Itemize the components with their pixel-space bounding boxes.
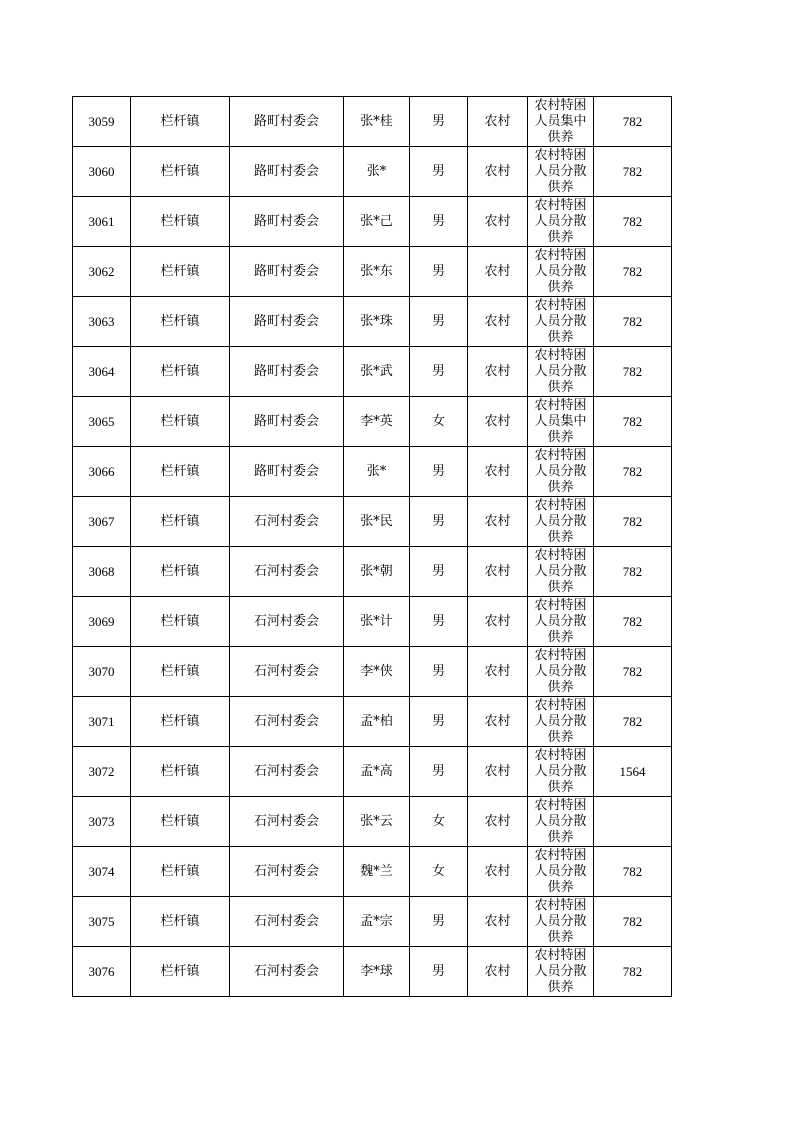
village-cell: 路町村委会 <box>230 397 344 447</box>
table-row <box>73 497 672 547</box>
category-cell <box>528 947 594 997</box>
table-row <box>73 747 672 797</box>
category-cell <box>528 697 594 747</box>
town-cell: 栏杆镇 <box>131 847 230 897</box>
category-text: 农村特困人员集中供养 <box>534 98 587 145</box>
table-row <box>73 297 672 347</box>
name-cell: 孟*柏 <box>344 697 410 747</box>
area-cell: 农村 <box>468 347 528 397</box>
village-cell: 石河村委会 <box>230 547 344 597</box>
name-cell: 张*珠 <box>344 297 410 347</box>
amount-cell: 782 <box>594 597 672 647</box>
town-cell: 栏杆镇 <box>131 197 230 247</box>
category-text: 农村特困人员集中供养 <box>534 398 587 445</box>
name-cell: 李*侠 <box>344 647 410 697</box>
amount-cell: 782 <box>594 497 672 547</box>
village-cell: 石河村委会 <box>230 947 344 997</box>
gender-cell: 男 <box>410 447 468 497</box>
table-row <box>73 397 672 447</box>
area-cell: 农村 <box>468 197 528 247</box>
area-cell: 农村 <box>468 897 528 947</box>
village-cell: 路町村委会 <box>230 447 344 497</box>
category-text: 农村特困人员分散供养 <box>534 548 587 595</box>
amount-cell: 782 <box>594 947 672 997</box>
category-cell <box>528 847 594 897</box>
table-row <box>73 547 672 597</box>
town-cell: 栏杆镇 <box>131 497 230 547</box>
town-cell: 栏杆镇 <box>131 297 230 347</box>
category-text: 农村特困人员分散供养 <box>534 698 587 745</box>
table-row <box>73 897 672 947</box>
id-cell: 3060 <box>73 147 131 197</box>
name-cell: 张*民 <box>344 497 410 547</box>
category-cell <box>528 897 594 947</box>
id-cell: 3062 <box>73 247 131 297</box>
category-cell <box>528 797 594 847</box>
gender-cell: 男 <box>410 497 468 547</box>
gender-cell: 男 <box>410 947 468 997</box>
id-cell: 3061 <box>73 197 131 247</box>
area-cell: 农村 <box>468 497 528 547</box>
name-cell: 张* <box>344 447 410 497</box>
village-cell: 石河村委会 <box>230 747 344 797</box>
gender-cell: 男 <box>410 147 468 197</box>
category-text: 农村特困人员分散供养 <box>534 848 587 895</box>
category-cell <box>528 347 594 397</box>
gender-cell: 男 <box>410 97 468 147</box>
category-cell <box>528 597 594 647</box>
village-cell: 石河村委会 <box>230 847 344 897</box>
table-row <box>73 947 672 997</box>
village-cell: 石河村委会 <box>230 697 344 747</box>
area-cell: 农村 <box>468 647 528 697</box>
area-cell: 农村 <box>468 847 528 897</box>
id-cell: 3076 <box>73 947 131 997</box>
gender-cell: 男 <box>410 297 468 347</box>
id-cell: 3070 <box>73 647 131 697</box>
gender-cell: 男 <box>410 647 468 697</box>
amount-cell: 782 <box>594 397 672 447</box>
town-cell: 栏杆镇 <box>131 447 230 497</box>
name-cell: 张* <box>344 147 410 197</box>
area-cell: 农村 <box>468 247 528 297</box>
town-cell: 栏杆镇 <box>131 697 230 747</box>
category-cell <box>528 147 594 197</box>
category-text: 农村特困人员分散供养 <box>534 648 587 695</box>
category-text: 农村特困人员分散供养 <box>534 598 587 645</box>
area-cell: 农村 <box>468 597 528 647</box>
id-cell: 3075 <box>73 897 131 947</box>
town-cell: 栏杆镇 <box>131 797 230 847</box>
gender-cell: 男 <box>410 697 468 747</box>
town-cell: 栏杆镇 <box>131 247 230 297</box>
area-cell: 农村 <box>468 697 528 747</box>
town-cell: 栏杆镇 <box>131 897 230 947</box>
id-cell: 3063 <box>73 297 131 347</box>
area-cell: 农村 <box>468 797 528 847</box>
village-cell: 石河村委会 <box>230 497 344 547</box>
village-cell: 石河村委会 <box>230 897 344 947</box>
category-cell <box>528 397 594 447</box>
village-cell: 路町村委会 <box>230 197 344 247</box>
id-cell: 3071 <box>73 697 131 747</box>
category-cell <box>528 647 594 697</box>
town-cell: 栏杆镇 <box>131 97 230 147</box>
village-cell: 路町村委会 <box>230 97 344 147</box>
gender-cell: 男 <box>410 897 468 947</box>
category-cell <box>528 247 594 297</box>
village-cell: 石河村委会 <box>230 597 344 647</box>
area-cell: 农村 <box>468 447 528 497</box>
name-cell: 张*朝 <box>344 547 410 597</box>
category-cell <box>528 497 594 547</box>
area-cell: 农村 <box>468 297 528 347</box>
village-cell: 石河村委会 <box>230 647 344 697</box>
table-row <box>73 347 672 397</box>
table-row <box>73 797 672 847</box>
name-cell: 孟*宗 <box>344 897 410 947</box>
amount-cell: 782 <box>594 447 672 497</box>
amount-cell: 1564 <box>594 747 672 797</box>
name-cell: 李*英 <box>344 397 410 447</box>
amount-cell <box>594 797 672 847</box>
id-cell: 3074 <box>73 847 131 897</box>
category-cell <box>528 447 594 497</box>
category-text: 农村特困人员分散供养 <box>534 448 587 495</box>
area-cell: 农村 <box>468 547 528 597</box>
id-cell: 3065 <box>73 397 131 447</box>
id-cell: 3073 <box>73 797 131 847</box>
gender-cell: 男 <box>410 197 468 247</box>
name-cell: 张*己 <box>344 197 410 247</box>
village-cell: 路町村委会 <box>230 297 344 347</box>
table-row <box>73 147 672 197</box>
id-cell: 3064 <box>73 347 131 397</box>
amount-cell: 782 <box>594 547 672 597</box>
gender-cell: 男 <box>410 547 468 597</box>
category-cell <box>528 297 594 347</box>
town-cell: 栏杆镇 <box>131 647 230 697</box>
gender-cell: 女 <box>410 397 468 447</box>
category-text: 农村特困人员分散供养 <box>534 198 587 245</box>
category-cell <box>528 197 594 247</box>
amount-cell: 782 <box>594 847 672 897</box>
id-cell: 3069 <box>73 597 131 647</box>
area-cell: 农村 <box>468 97 528 147</box>
relief-roster-table <box>72 96 672 997</box>
table-row <box>73 247 672 297</box>
category-text: 农村特困人员分散供养 <box>534 148 587 195</box>
category-cell <box>528 547 594 597</box>
village-cell: 路町村委会 <box>230 147 344 197</box>
gender-cell: 女 <box>410 797 468 847</box>
area-cell: 农村 <box>468 397 528 447</box>
village-cell: 路町村委会 <box>230 347 344 397</box>
table-row <box>73 447 672 497</box>
table-row <box>73 197 672 247</box>
name-cell: 张*云 <box>344 797 410 847</box>
name-cell: 孟*高 <box>344 747 410 797</box>
village-cell: 石河村委会 <box>230 797 344 847</box>
id-cell: 3066 <box>73 447 131 497</box>
town-cell: 栏杆镇 <box>131 597 230 647</box>
category-cell <box>528 97 594 147</box>
category-text: 农村特困人员分散供养 <box>534 948 587 995</box>
table-row <box>73 697 672 747</box>
category-text: 农村特困人员分散供养 <box>534 298 587 345</box>
gender-cell: 女 <box>410 847 468 897</box>
amount-cell: 782 <box>594 97 672 147</box>
name-cell: 张*计 <box>344 597 410 647</box>
town-cell: 栏杆镇 <box>131 147 230 197</box>
id-cell: 3068 <box>73 547 131 597</box>
town-cell: 栏杆镇 <box>131 347 230 397</box>
name-cell: 李*球 <box>344 947 410 997</box>
id-cell: 3072 <box>73 747 131 797</box>
gender-cell: 男 <box>410 597 468 647</box>
category-text: 农村特困人员分散供养 <box>534 248 587 295</box>
gender-cell: 男 <box>410 347 468 397</box>
category-text: 农村特困人员分散供养 <box>534 748 587 795</box>
category-cell <box>528 747 594 797</box>
amount-cell: 782 <box>594 697 672 747</box>
amount-cell: 782 <box>594 897 672 947</box>
table-row <box>73 597 672 647</box>
amount-cell: 782 <box>594 297 672 347</box>
category-text: 农村特困人员分散供养 <box>534 348 587 395</box>
amount-cell: 782 <box>594 347 672 397</box>
table-row <box>73 647 672 697</box>
table-row <box>73 847 672 897</box>
amount-cell: 782 <box>594 197 672 247</box>
amount-cell: 782 <box>594 147 672 197</box>
area-cell: 农村 <box>468 947 528 997</box>
amount-cell: 782 <box>594 647 672 697</box>
table-body <box>73 97 672 997</box>
name-cell: 张*桂 <box>344 97 410 147</box>
town-cell: 栏杆镇 <box>131 547 230 597</box>
name-cell: 张*东 <box>344 247 410 297</box>
id-cell: 3067 <box>73 497 131 547</box>
table-row <box>73 97 672 147</box>
area-cell: 农村 <box>468 147 528 197</box>
id-cell: 3059 <box>73 97 131 147</box>
area-cell: 农村 <box>468 747 528 797</box>
village-cell: 路町村委会 <box>230 247 344 297</box>
town-cell: 栏杆镇 <box>131 397 230 447</box>
gender-cell: 男 <box>410 747 468 797</box>
name-cell: 张*武 <box>344 347 410 397</box>
category-text: 农村特困人员分散供养 <box>534 898 587 945</box>
amount-cell: 782 <box>594 247 672 297</box>
category-text: 农村特困人员分散供养 <box>534 498 587 545</box>
name-cell: 魏*兰 <box>344 847 410 897</box>
town-cell: 栏杆镇 <box>131 747 230 797</box>
gender-cell: 男 <box>410 247 468 297</box>
category-text: 农村特困人员分散供养 <box>534 798 587 845</box>
town-cell: 栏杆镇 <box>131 947 230 997</box>
